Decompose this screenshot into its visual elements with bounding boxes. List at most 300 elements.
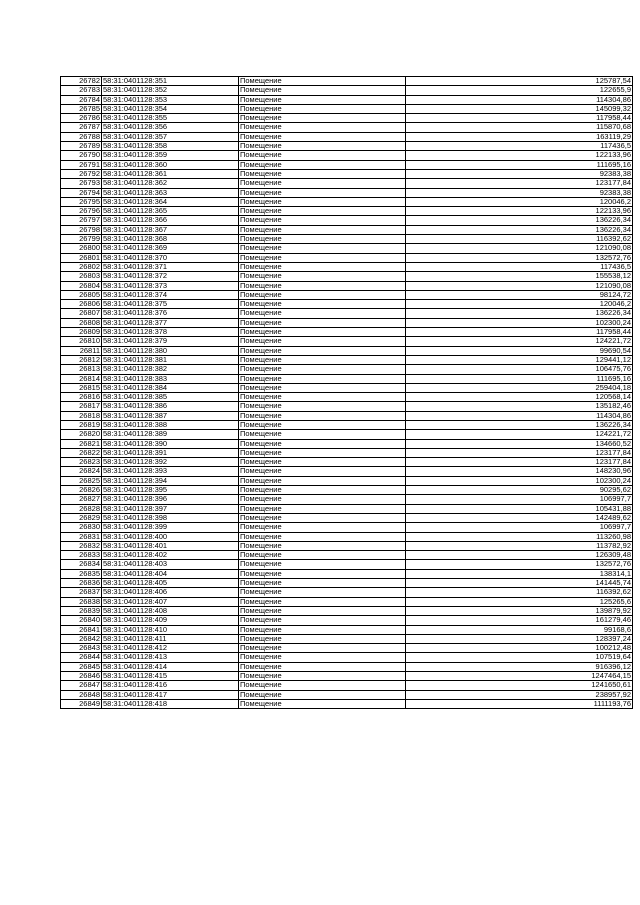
- cadastral-number-cell: 58:31:0401128:355: [102, 114, 239, 123]
- row-number-cell: 26790: [61, 151, 102, 160]
- cadastral-value-cell: 99690,54: [406, 346, 633, 355]
- table-row: [61, 541, 633, 550]
- object-type-cell: Помещение: [239, 551, 406, 560]
- row-number-cell: 26811: [61, 346, 102, 355]
- cadastral-value-cell: 148230,96: [406, 467, 633, 476]
- object-type-cell: Помещение: [239, 448, 406, 457]
- table-row: [61, 467, 633, 476]
- cadastral-value-cell: 90295,62: [406, 486, 633, 495]
- row-number-cell: 26807: [61, 309, 102, 318]
- cadastral-value-cell: 136226,34: [406, 216, 633, 225]
- cadastral-value-cell: 117436,5: [406, 142, 633, 151]
- cadastral-number-cell: 58:31:0401128:403: [102, 560, 239, 569]
- cadastral-value-cell: 122133,96: [406, 151, 633, 160]
- row-number-cell: 26833: [61, 551, 102, 560]
- cadastral-number-cell: 58:31:0401128:369: [102, 244, 239, 253]
- row-number-cell: 26825: [61, 476, 102, 485]
- cadastral-value-cell: 106997,7: [406, 495, 633, 504]
- cadastral-value-cell: 142489,62: [406, 513, 633, 522]
- row-number-cell: 26784: [61, 95, 102, 104]
- cadastral-number-cell: 58:31:0401128:404: [102, 569, 239, 578]
- table-row: [61, 142, 633, 151]
- row-number-cell: 26832: [61, 541, 102, 550]
- row-number-cell: 26817: [61, 402, 102, 411]
- cadastral-number-cell: 58:31:0401128:365: [102, 207, 239, 216]
- cadastral-number-cell: 58:31:0401128:366: [102, 216, 239, 225]
- cadastral-number-cell: 58:31:0401128:357: [102, 132, 239, 141]
- cadastral-number-cell: 58:31:0401128:358: [102, 142, 239, 151]
- object-type-cell: Помещение: [239, 169, 406, 178]
- table-row: [61, 420, 633, 429]
- table-row: [61, 644, 633, 653]
- cadastral-number-cell: 58:31:0401128:415: [102, 672, 239, 681]
- object-type-cell: Помещение: [239, 383, 406, 392]
- row-number-cell: 26834: [61, 560, 102, 569]
- table-row: [61, 179, 633, 188]
- object-type-cell: Помещение: [239, 644, 406, 653]
- table-row: [61, 588, 633, 597]
- cadastral-number-cell: 58:31:0401128:383: [102, 374, 239, 383]
- object-type-cell: Помещение: [239, 625, 406, 634]
- cadastral-value-cell: 120568,14: [406, 393, 633, 402]
- cadastral-value-cell: 117958,44: [406, 114, 633, 123]
- cadastral-number-cell: 58:31:0401128:402: [102, 551, 239, 560]
- table-row: [61, 300, 633, 309]
- cadastral-value-cell: 125265,6: [406, 597, 633, 606]
- object-type-cell: Помещение: [239, 216, 406, 225]
- table-row: [61, 681, 633, 690]
- cadastral-value-cell: 102300,24: [406, 476, 633, 485]
- table-row: [61, 551, 633, 560]
- row-number-cell: 26787: [61, 123, 102, 132]
- cadastral-number-cell: 58:31:0401128:364: [102, 197, 239, 206]
- cadastral-number-cell: 58:31:0401128:393: [102, 467, 239, 476]
- row-number-cell: 26810: [61, 337, 102, 346]
- object-type-cell: Помещение: [239, 207, 406, 216]
- table-row: [61, 197, 633, 206]
- table-row: [61, 430, 633, 439]
- object-type-cell: Помещение: [239, 179, 406, 188]
- cadastral-value-cell: 141445,74: [406, 579, 633, 588]
- row-number-cell: 26847: [61, 681, 102, 690]
- object-type-cell: Помещение: [239, 690, 406, 699]
- object-type-cell: Помещение: [239, 328, 406, 337]
- row-number-cell: 26806: [61, 300, 102, 309]
- cadastral-number-cell: 58:31:0401128:377: [102, 318, 239, 327]
- table-row: [61, 216, 633, 225]
- row-number-cell: 26794: [61, 188, 102, 197]
- object-type-cell: Помещение: [239, 681, 406, 690]
- cadastral-value-table: [60, 76, 633, 709]
- row-number-cell: 26822: [61, 448, 102, 457]
- cadastral-value-cell: 125787,54: [406, 77, 633, 86]
- table-row: [61, 346, 633, 355]
- row-number-cell: 26798: [61, 225, 102, 234]
- cadastral-number-cell: 58:31:0401128:397: [102, 504, 239, 513]
- row-number-cell: 26795: [61, 197, 102, 206]
- cadastral-number-cell: 58:31:0401128:381: [102, 355, 239, 364]
- object-type-cell: Помещение: [239, 532, 406, 541]
- row-number-cell: 26800: [61, 244, 102, 253]
- object-type-cell: Помещение: [239, 151, 406, 160]
- cadastral-number-cell: 58:31:0401128:363: [102, 188, 239, 197]
- row-number-cell: 26793: [61, 179, 102, 188]
- row-number-cell: 26843: [61, 644, 102, 653]
- object-type-cell: Помещение: [239, 281, 406, 290]
- table-row: [61, 523, 633, 532]
- table-row: [61, 393, 633, 402]
- table-row: [61, 244, 633, 253]
- object-type-cell: Помещение: [239, 262, 406, 271]
- cadastral-number-cell: 58:31:0401128:356: [102, 123, 239, 132]
- cadastral-number-cell: 58:31:0401128:399: [102, 523, 239, 532]
- cadastral-value-cell: 115870,68: [406, 123, 633, 132]
- cadastral-value-cell: 107519,64: [406, 653, 633, 662]
- cadastral-value-cell: 1111193,76: [406, 699, 633, 708]
- object-type-cell: Помещение: [239, 393, 406, 402]
- object-type-cell: Помещение: [239, 132, 406, 141]
- cadastral-number-cell: 58:31:0401128:353: [102, 95, 239, 104]
- table-row: [61, 95, 633, 104]
- cadastral-number-cell: 58:31:0401128:360: [102, 160, 239, 169]
- cadastral-number-cell: 58:31:0401128:391: [102, 448, 239, 457]
- row-number-cell: 26844: [61, 653, 102, 662]
- cadastral-number-cell: 58:31:0401128:384: [102, 383, 239, 392]
- table-row: [61, 262, 633, 271]
- row-number-cell: 26816: [61, 393, 102, 402]
- cadastral-number-cell: 58:31:0401128:411: [102, 634, 239, 643]
- object-type-cell: Помещение: [239, 365, 406, 374]
- cadastral-number-cell: 58:31:0401128:401: [102, 541, 239, 550]
- cadastral-value-cell: 1241650,61: [406, 681, 633, 690]
- cadastral-value-cell: 124221,72: [406, 430, 633, 439]
- row-number-cell: 26830: [61, 523, 102, 532]
- row-number-cell: 26829: [61, 513, 102, 522]
- row-number-cell: 26786: [61, 114, 102, 123]
- cadastral-value-cell: 123177,84: [406, 448, 633, 457]
- table-row: [61, 309, 633, 318]
- cadastral-number-cell: 58:31:0401128:368: [102, 235, 239, 244]
- object-type-cell: Помещение: [239, 290, 406, 299]
- object-type-cell: Помещение: [239, 123, 406, 132]
- table-row: [61, 402, 633, 411]
- cadastral-value-cell: 238957,92: [406, 690, 633, 699]
- table-row: [61, 207, 633, 216]
- cadastral-value-cell: 145099,32: [406, 104, 633, 113]
- table-row: [61, 513, 633, 522]
- cadastral-number-cell: 58:31:0401128:352: [102, 86, 239, 95]
- table-row: [61, 486, 633, 495]
- cadastral-number-cell: 58:31:0401128:392: [102, 458, 239, 467]
- table-row: [61, 653, 633, 662]
- cadastral-number-cell: 58:31:0401128:414: [102, 662, 239, 671]
- cadastral-value-cell: 121090,08: [406, 244, 633, 253]
- cadastral-value-cell: 92383,38: [406, 169, 633, 178]
- cadastral-value-cell: 129441,12: [406, 355, 633, 364]
- cadastral-value-cell: 136226,34: [406, 420, 633, 429]
- cadastral-number-cell: 58:31:0401128:388: [102, 420, 239, 429]
- cadastral-value-cell: 916396,12: [406, 662, 633, 671]
- object-type-cell: Помещение: [239, 541, 406, 550]
- cadastral-number-cell: 58:31:0401128:376: [102, 309, 239, 318]
- object-type-cell: Помещение: [239, 318, 406, 327]
- cadastral-value-cell: 99168,6: [406, 625, 633, 634]
- cadastral-number-cell: 58:31:0401128:408: [102, 606, 239, 615]
- cadastral-number-cell: 58:31:0401128:370: [102, 253, 239, 262]
- row-number-cell: 26840: [61, 616, 102, 625]
- row-number-cell: 26820: [61, 430, 102, 439]
- row-number-cell: 26841: [61, 625, 102, 634]
- row-number-cell: 26804: [61, 281, 102, 290]
- object-type-cell: Помещение: [239, 142, 406, 151]
- table-row: [61, 281, 633, 290]
- object-type-cell: Помещение: [239, 579, 406, 588]
- object-type-cell: Помещение: [239, 458, 406, 467]
- object-type-cell: Помещение: [239, 523, 406, 532]
- object-type-cell: Помещение: [239, 244, 406, 253]
- cadastral-value-cell: 132572,76: [406, 560, 633, 569]
- table-row: [61, 532, 633, 541]
- object-type-cell: Помещение: [239, 411, 406, 420]
- object-type-cell: Помещение: [239, 337, 406, 346]
- cadastral-number-cell: 58:31:0401128:409: [102, 616, 239, 625]
- object-type-cell: Помещение: [239, 420, 406, 429]
- object-type-cell: Помещение: [239, 86, 406, 95]
- table-row: [61, 597, 633, 606]
- table-row: [61, 495, 633, 504]
- object-type-cell: Помещение: [239, 476, 406, 485]
- object-type-cell: Помещение: [239, 430, 406, 439]
- row-number-cell: 26809: [61, 328, 102, 337]
- table-row: [61, 560, 633, 569]
- cadastral-number-cell: 58:31:0401128:410: [102, 625, 239, 634]
- cadastral-value-cell: 114304,86: [406, 411, 633, 420]
- cadastral-value-cell: 161279,46: [406, 616, 633, 625]
- row-number-cell: 26799: [61, 235, 102, 244]
- cadastral-number-cell: 58:31:0401128:400: [102, 532, 239, 541]
- table-row: [61, 606, 633, 615]
- row-number-cell: 26791: [61, 160, 102, 169]
- cadastral-number-cell: 58:31:0401128:359: [102, 151, 239, 160]
- cadastral-value-cell: 259404,18: [406, 383, 633, 392]
- object-type-cell: Помещение: [239, 616, 406, 625]
- row-number-cell: 26821: [61, 439, 102, 448]
- row-number-cell: 26815: [61, 383, 102, 392]
- cadastral-number-cell: 58:31:0401128:394: [102, 476, 239, 485]
- cadastral-value-cell: 106997,7: [406, 523, 633, 532]
- cadastral-value-cell: 122133,96: [406, 207, 633, 216]
- table-row: [61, 439, 633, 448]
- cadastral-number-cell: 58:31:0401128:371: [102, 262, 239, 271]
- cadastral-number-cell: 58:31:0401128:413: [102, 653, 239, 662]
- object-type-cell: Помещение: [239, 672, 406, 681]
- cadastral-number-cell: 58:31:0401128:405: [102, 579, 239, 588]
- cadastral-value-cell: 111695,16: [406, 374, 633, 383]
- object-type-cell: Помещение: [239, 439, 406, 448]
- table-row: [61, 383, 633, 392]
- table-row: [61, 160, 633, 169]
- cadastral-number-cell: 58:31:0401128:387: [102, 411, 239, 420]
- cadastral-value-cell: 122655,9: [406, 86, 633, 95]
- object-type-cell: Помещение: [239, 374, 406, 383]
- object-type-cell: Помещение: [239, 225, 406, 234]
- row-number-cell: 26845: [61, 662, 102, 671]
- object-type-cell: Помещение: [239, 486, 406, 495]
- row-number-cell: 26828: [61, 504, 102, 513]
- object-type-cell: Помещение: [239, 699, 406, 708]
- table-row: [61, 365, 633, 374]
- table-row: [61, 188, 633, 197]
- cadastral-value-cell: 102300,24: [406, 318, 633, 327]
- row-number-cell: 26796: [61, 207, 102, 216]
- object-type-cell: Помещение: [239, 495, 406, 504]
- table-row: [61, 448, 633, 457]
- table-row: [61, 86, 633, 95]
- cadastral-value-cell: 155538,12: [406, 272, 633, 281]
- cadastral-value-cell: 105431,88: [406, 504, 633, 513]
- cadastral-number-cell: 58:31:0401128:416: [102, 681, 239, 690]
- cadastral-number-cell: 58:31:0401128:386: [102, 402, 239, 411]
- row-number-cell: 26818: [61, 411, 102, 420]
- table-row: [61, 634, 633, 643]
- row-number-cell: 26846: [61, 672, 102, 681]
- object-type-cell: Помещение: [239, 346, 406, 355]
- cadastral-value-cell: 132572,76: [406, 253, 633, 262]
- table-row: [61, 114, 633, 123]
- cadastral-number-cell: 58:31:0401128:372: [102, 272, 239, 281]
- table-row: [61, 699, 633, 708]
- object-type-cell: Помещение: [239, 104, 406, 113]
- row-number-cell: 26835: [61, 569, 102, 578]
- table-row: [61, 169, 633, 178]
- cadastral-number-cell: 58:31:0401128:378: [102, 328, 239, 337]
- table-row: [61, 579, 633, 588]
- object-type-cell: Помещение: [239, 77, 406, 86]
- table-row: [61, 411, 633, 420]
- cadastral-value-cell: 134660,52: [406, 439, 633, 448]
- cadastral-number-cell: 58:31:0401128:389: [102, 430, 239, 439]
- cadastral-value-cell: 111695,16: [406, 160, 633, 169]
- cadastral-value-cell: 113782,92: [406, 541, 633, 550]
- row-number-cell: 26801: [61, 253, 102, 262]
- cadastral-value-cell: 117958,44: [406, 328, 633, 337]
- row-number-cell: 26842: [61, 634, 102, 643]
- table-row: [61, 123, 633, 132]
- object-type-cell: Помещение: [239, 402, 406, 411]
- row-number-cell: 26813: [61, 365, 102, 374]
- cadastral-value-cell: 139879,92: [406, 606, 633, 615]
- cadastral-value-cell: 116392,62: [406, 235, 633, 244]
- cadastral-number-cell: 58:31:0401128:412: [102, 644, 239, 653]
- cadastral-number-cell: 58:31:0401128:354: [102, 104, 239, 113]
- object-type-cell: Помещение: [239, 662, 406, 671]
- row-number-cell: 26788: [61, 132, 102, 141]
- cadastral-number-cell: 58:31:0401128:418: [102, 699, 239, 708]
- object-type-cell: Помещение: [239, 653, 406, 662]
- cadastral-number-cell: 58:31:0401128:362: [102, 179, 239, 188]
- table-row: [61, 355, 633, 364]
- row-number-cell: 26848: [61, 690, 102, 699]
- object-type-cell: Помещение: [239, 235, 406, 244]
- cadastral-value-cell: 121090,08: [406, 281, 633, 290]
- object-type-cell: Помещение: [239, 467, 406, 476]
- object-type-cell: Помещение: [239, 504, 406, 513]
- row-number-cell: 26802: [61, 262, 102, 271]
- row-number-cell: 26839: [61, 606, 102, 615]
- row-number-cell: 26808: [61, 318, 102, 327]
- row-number-cell: 26812: [61, 355, 102, 364]
- cadastral-number-cell: 58:31:0401128:374: [102, 290, 239, 299]
- cadastral-value-cell: 100212,48: [406, 644, 633, 653]
- table-row: [61, 616, 633, 625]
- cadastral-value-cell: 117436,5: [406, 262, 633, 271]
- object-type-cell: Помещение: [239, 588, 406, 597]
- object-type-cell: Помещение: [239, 560, 406, 569]
- cadastral-number-cell: 58:31:0401128:395: [102, 486, 239, 495]
- cadastral-value-cell: 123177,84: [406, 179, 633, 188]
- table-body: [61, 77, 633, 709]
- table-row: [61, 328, 633, 337]
- cadastral-number-cell: 58:31:0401128:375: [102, 300, 239, 309]
- table-row: [61, 662, 633, 671]
- table-row: [61, 672, 633, 681]
- row-number-cell: 26792: [61, 169, 102, 178]
- table-row: [61, 290, 633, 299]
- row-number-cell: 26785: [61, 104, 102, 113]
- object-type-cell: Помещение: [239, 95, 406, 104]
- cadastral-value-cell: 163119,29: [406, 132, 633, 141]
- cadastral-value-cell: 124221,72: [406, 337, 633, 346]
- row-number-cell: 26803: [61, 272, 102, 281]
- cadastral-number-cell: 58:31:0401128:396: [102, 495, 239, 504]
- object-type-cell: Помещение: [239, 634, 406, 643]
- cadastral-value-cell: 123177,84: [406, 458, 633, 467]
- cadastral-value-cell: 113260,98: [406, 532, 633, 541]
- table-row: [61, 104, 633, 113]
- table-row: [61, 235, 633, 244]
- row-number-cell: 26819: [61, 420, 102, 429]
- row-number-cell: 26831: [61, 532, 102, 541]
- cadastral-value-cell: 138314,1: [406, 569, 633, 578]
- cadastral-number-cell: 58:31:0401128:382: [102, 365, 239, 374]
- table-row: [61, 374, 633, 383]
- object-type-cell: Помещение: [239, 253, 406, 262]
- object-type-cell: Помещение: [239, 272, 406, 281]
- cadastral-number-cell: 58:31:0401128:351: [102, 77, 239, 86]
- row-number-cell: 26824: [61, 467, 102, 476]
- table-row: [61, 77, 633, 86]
- table-row: [61, 458, 633, 467]
- object-type-cell: Помещение: [239, 513, 406, 522]
- cadastral-value-cell: 136226,34: [406, 225, 633, 234]
- row-number-cell: 26789: [61, 142, 102, 151]
- row-number-cell: 26837: [61, 588, 102, 597]
- cadastral-number-cell: 58:31:0401128:361: [102, 169, 239, 178]
- cadastral-value-cell: 136226,34: [406, 309, 633, 318]
- cadastral-value-cell: 120046,2: [406, 300, 633, 309]
- object-type-cell: Помещение: [239, 300, 406, 309]
- table-row: [61, 337, 633, 346]
- cadastral-value-cell: 126309,48: [406, 551, 633, 560]
- cadastral-value-cell: 98124,72: [406, 290, 633, 299]
- cadastral-number-cell: 58:31:0401128:367: [102, 225, 239, 234]
- cadastral-number-cell: 58:31:0401128:390: [102, 439, 239, 448]
- cadastral-value-cell: 128397,24: [406, 634, 633, 643]
- cadastral-value-cell: 106475,76: [406, 365, 633, 374]
- object-type-cell: Помещение: [239, 160, 406, 169]
- row-number-cell: 26805: [61, 290, 102, 299]
- cadastral-value-cell: 120046,2: [406, 197, 633, 206]
